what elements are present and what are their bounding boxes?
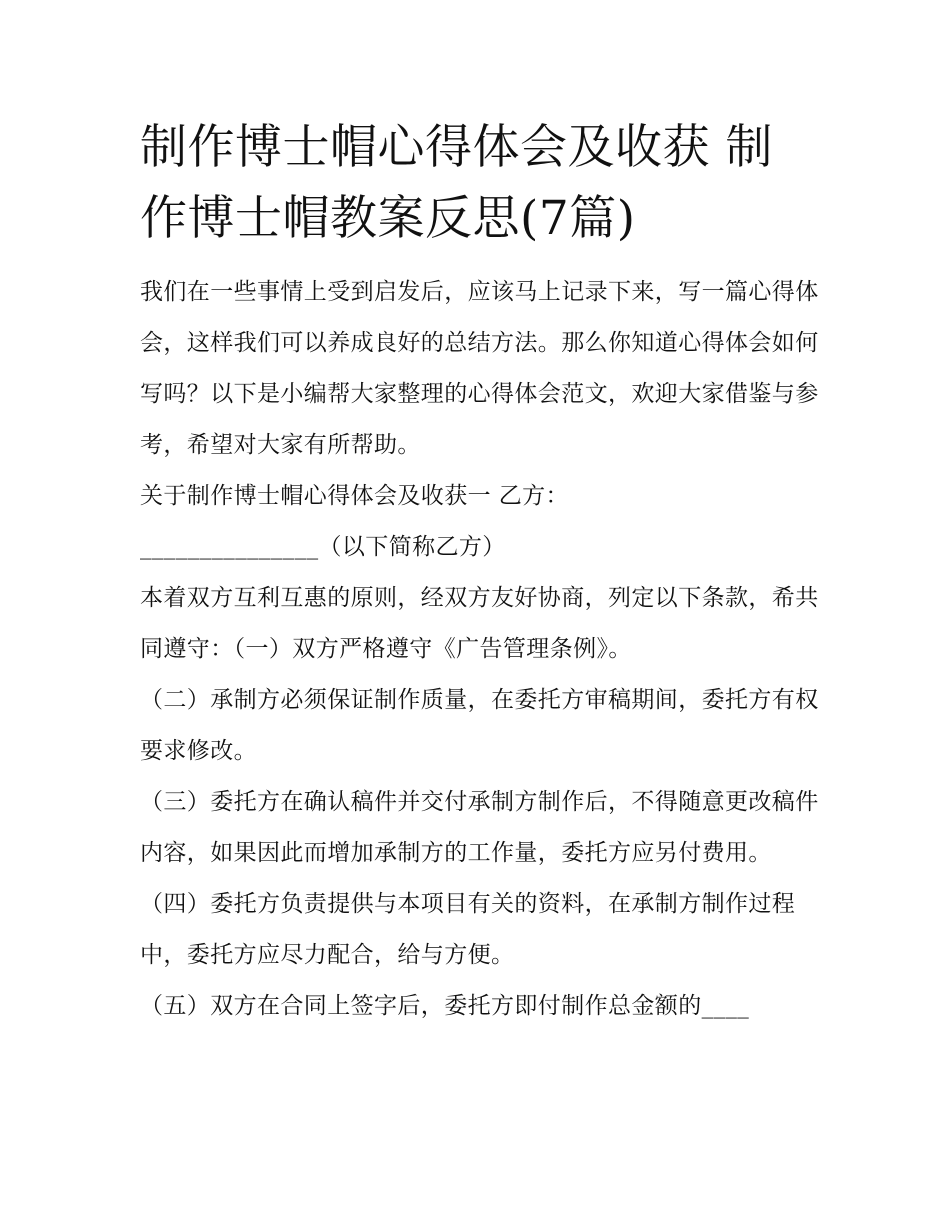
document-body — [140, 112, 820, 1032]
document-title: 制作博士帽心得体会及收获 制作博士帽教案反思(7篇) — [140, 120, 773, 246]
intro-paragraph: 我们在一些事情上受到启发后，应该马上记录下来，写一篇心得体会，这样我们可以养成良好的总结方法。那么你知道心得体会如何写吗？以下是小编帮大家整理的心得体会范文，欢迎大家借鉴与参考，希望对大家有所帮助。 — [140, 279, 819, 458]
clause-paragraph-5: （五）双方在合同上签字后，委托方即付制作总金额的____ — [140, 993, 750, 1019]
clause-paragraph-4: （四）委托方负责提供与本项目有关的资料，在承制方制作过程中，委托方应尽力配合，给与方便。 — [140, 891, 796, 968]
party-b-blank-line: _______________（以下简称乙方） — [140, 534, 506, 560]
clause-paragraph-3: （三）委托方在确认稿件并交付承制方制作后，不得随意更改稿件内容，如果因此而增加承制方的工作量，委托方应另付费用。 — [140, 789, 819, 866]
clause-paragraph-2: （二）承制方必须保证制作质量，在委托方审稿期间，委托方有权要求修改。 — [140, 687, 819, 764]
section-heading: 关于制作博士帽心得体会及收获一 乙方： — [140, 483, 569, 509]
clause-paragraph-1: 本着双方互利互惠的原则，经双方友好协商，列定以下条款，希共同遵守：（一）双方严格遵守《广告管理条例》。 — [140, 585, 819, 662]
